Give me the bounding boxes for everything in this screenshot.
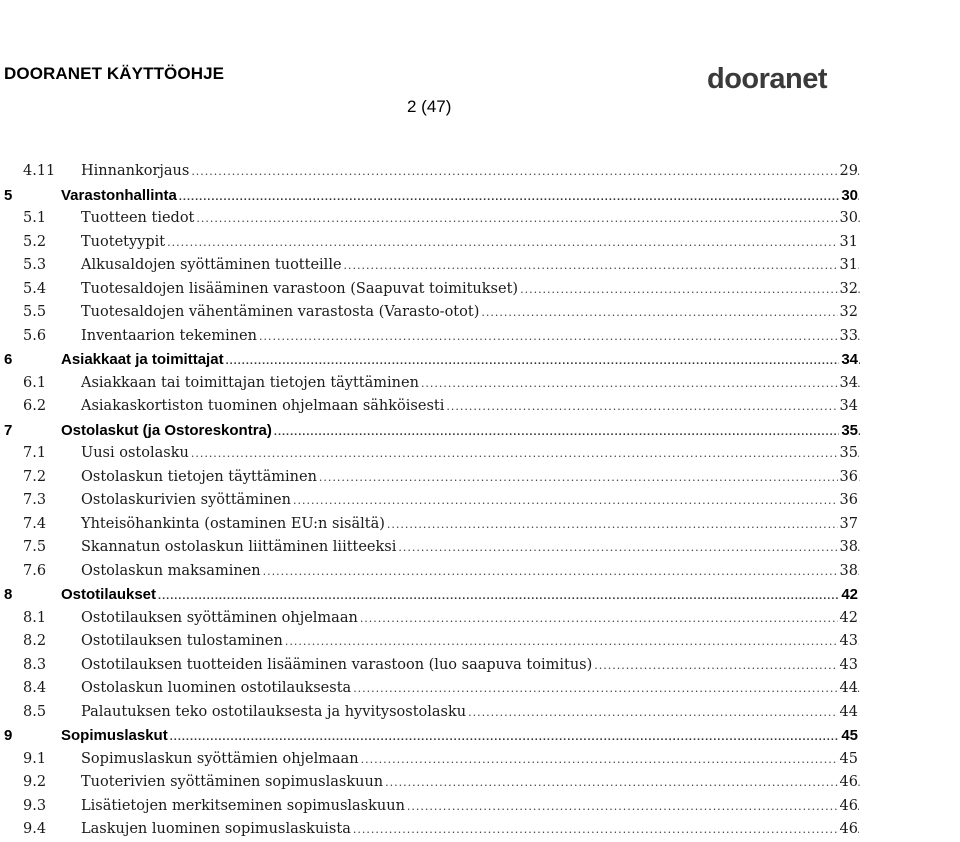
- toc-entry: [81, 536, 860, 560]
- toc-title: Laskujen luominen sopimuslaskuista: [81, 818, 353, 842]
- table-of-contents: [0, 160, 960, 842]
- toc-leader: [226, 350, 860, 374]
- toc-leader: [158, 585, 860, 609]
- toc-leader: [274, 421, 860, 445]
- toc-leader: [319, 466, 860, 490]
- toc-number: 8.5: [23, 703, 47, 720]
- toc-title: Ostolaskurivien syöttäminen: [81, 489, 293, 513]
- toc-entry: [81, 630, 860, 654]
- toc-section[interactable]: [0, 160, 960, 184]
- toc-entry: [81, 325, 860, 349]
- toc-page-number: 44: [838, 677, 858, 701]
- toc-number: 8.2: [23, 633, 47, 649]
- toc-chapter[interactable]: [0, 184, 960, 208]
- toc-chapter[interactable]: [0, 724, 960, 748]
- toc-title: Yhteisöhankinta (ostaminen EU:n sisältä): [81, 513, 387, 537]
- toc-title: Asiakkaat ja toimittajat: [61, 348, 226, 372]
- toc-title: Sopimuslaskut: [61, 724, 170, 748]
- toc-section[interactable]: [0, 207, 960, 231]
- toc-number: 7: [4, 421, 13, 439]
- toc-section[interactable]: [0, 372, 960, 396]
- toc-leader: [446, 395, 860, 419]
- toc-leader: [385, 771, 860, 795]
- toc-page-number: 46: [838, 771, 858, 795]
- toc-leader: [293, 489, 860, 513]
- toc-section[interactable]: [0, 654, 960, 678]
- toc-entry: [81, 771, 860, 795]
- toc-title: Lisätietojen merkitseminen sopimuslaskuun: [81, 795, 407, 819]
- toc-title: Tuotetyypit: [81, 231, 167, 255]
- toc-entry: [81, 466, 860, 490]
- toc-section[interactable]: [0, 278, 960, 302]
- page-indicator: 2 (47): [407, 97, 452, 116]
- toc-title: Asiakkaan tai toimittajan tietojen täyttäminen: [81, 372, 421, 396]
- toc-page-number: 37: [838, 513, 858, 537]
- toc-page-number: 30: [839, 184, 858, 208]
- toc-title: Tuotesaldojen vähentäminen varastosta (Varasto-otot): [81, 301, 481, 325]
- toc-title: Ostotilauksen syöttäminen ohjelmaan: [81, 607, 360, 631]
- toc-number: 8.4: [23, 680, 47, 696]
- toc-page-number: 29: [838, 160, 858, 184]
- toc-section[interactable]: [0, 701, 960, 725]
- toc-section[interactable]: [0, 301, 960, 325]
- toc-leader: [407, 795, 860, 819]
- toc-title: Varastonhallinta: [61, 184, 179, 208]
- toc-section[interactable]: [0, 677, 960, 701]
- toc-number: 5.3: [23, 257, 47, 273]
- toc-number: 8.1: [23, 609, 47, 626]
- toc-number: 5.2: [23, 233, 47, 250]
- toc-section[interactable]: [0, 489, 960, 513]
- toc-page-number: 35: [838, 442, 858, 466]
- toc-entry: [61, 348, 860, 374]
- toc-leader: [179, 186, 860, 210]
- toc-title: Inventaarion tekeminen: [81, 325, 259, 349]
- toc-page-number: 43: [838, 630, 858, 654]
- toc-page-number: 43: [838, 654, 858, 678]
- toc-leader: [520, 278, 860, 302]
- toc-leader: [361, 748, 860, 772]
- toc-leader: [353, 677, 860, 701]
- toc-chapter[interactable]: [0, 419, 960, 443]
- toc-entry: [81, 301, 860, 325]
- toc-section[interactable]: [0, 513, 960, 537]
- toc-title: Ostotilauksen tulostaminen: [81, 630, 285, 654]
- toc-section[interactable]: [0, 325, 960, 349]
- toc-page-number: 36: [838, 466, 858, 490]
- toc-page-number: 45: [839, 724, 858, 748]
- toc-chapter[interactable]: [0, 348, 960, 372]
- toc-title: Sopimuslaskun syöttämien ohjelmaan: [81, 748, 361, 772]
- toc-entry: [61, 724, 860, 750]
- toc-number: 9.2: [23, 774, 47, 790]
- toc-entry: [81, 489, 860, 513]
- toc-leader: [170, 726, 860, 750]
- toc-title: Ostolaskut (ja Ostoreskontra): [61, 419, 274, 443]
- toc-title: Alkusaldojen syöttäminen tuotteille: [81, 254, 344, 278]
- toc-entry: [81, 207, 860, 231]
- toc-page-number: 36: [838, 489, 858, 513]
- toc-section[interactable]: [0, 254, 960, 278]
- toc-title: Ostolaskun maksaminen: [81, 560, 263, 584]
- toc-leader: [191, 160, 860, 184]
- toc-page-number: 32: [838, 278, 858, 302]
- toc-page-number: 44: [838, 701, 858, 725]
- toc-number: 7.2: [23, 468, 47, 485]
- toc-leader: [259, 325, 860, 349]
- toc-number: 7.3: [23, 492, 47, 508]
- toc-section[interactable]: [0, 466, 960, 490]
- toc-entry: [81, 254, 860, 278]
- toc-entry: [81, 372, 860, 396]
- toc-leader: [285, 630, 860, 654]
- toc-leader: [468, 701, 860, 725]
- toc-entry: [81, 795, 860, 819]
- toc-section[interactable]: [0, 560, 960, 584]
- toc-entry: [81, 231, 860, 255]
- toc-leader: [360, 607, 860, 631]
- toc-page-number: 34: [839, 348, 858, 372]
- toc-number: 6: [4, 351, 13, 368]
- toc-entry: [81, 560, 860, 584]
- toc-title: Asiakaskortiston tuominen ohjelmaan sähköisesti: [81, 395, 446, 419]
- toc-leader: [196, 207, 860, 231]
- toc-leader: [421, 372, 860, 396]
- toc-number: 9.4: [23, 821, 47, 837]
- toc-leader: [353, 818, 860, 842]
- toc-entry: [81, 395, 860, 419]
- toc-entry: [81, 278, 860, 302]
- toc-section[interactable]: [0, 395, 960, 419]
- toc-title: Palautuksen teko ostotilauksesta ja hyvitysostolasku: [81, 701, 468, 725]
- toc-title: Tuotesaldojen lisääminen varastoon (Saapuvat toimitukset): [81, 278, 520, 302]
- toc-leader: [594, 654, 860, 678]
- toc-page-number: 45: [838, 748, 858, 772]
- toc-entry: [81, 654, 860, 678]
- toc-page-number: 31: [838, 254, 858, 278]
- toc-page-number: 30: [838, 207, 858, 231]
- toc-title: Ostotilaukset: [61, 583, 158, 607]
- toc-leader: [387, 513, 860, 537]
- toc-leader: [263, 560, 860, 584]
- toc-number: 7.1: [23, 445, 47, 461]
- toc-section[interactable]: [0, 231, 960, 255]
- toc-number: 5: [4, 186, 13, 204]
- toc-title: Tuotteen tiedot: [81, 207, 196, 231]
- toc-entry: [81, 818, 860, 842]
- toc-number: 4.11: [23, 163, 56, 179]
- toc-section[interactable]: [0, 771, 960, 795]
- toc-entry: [81, 513, 860, 537]
- toc-number: 5.4: [23, 280, 47, 297]
- toc-number: 8.3: [23, 656, 47, 673]
- toc-number: 8: [4, 586, 13, 603]
- toc-number: 7.6: [23, 562, 47, 579]
- toc-number: 9.3: [23, 797, 47, 814]
- toc-section[interactable]: [0, 607, 960, 631]
- toc-number: 7.4: [23, 515, 47, 532]
- toc-entry: [81, 160, 860, 184]
- toc-section[interactable]: [0, 442, 960, 466]
- toc-section[interactable]: [0, 630, 960, 654]
- toc-entry: [81, 748, 860, 772]
- toc-page-number: 42: [839, 583, 858, 607]
- toc-title: Skannatun ostolaskun liittäminen liitteeksi: [81, 536, 398, 560]
- toc-page-number: 42: [838, 607, 858, 631]
- toc-page-number: 38: [838, 560, 858, 584]
- toc-leader: [344, 254, 860, 278]
- toc-leader: [398, 536, 860, 560]
- toc-page-number: 33: [838, 325, 858, 349]
- toc-page-number: 31: [838, 231, 858, 255]
- toc-entry: [81, 677, 860, 701]
- toc-title: Ostolaskun luominen ostotilauksesta: [81, 677, 353, 701]
- toc-page-number: 34: [838, 372, 858, 396]
- toc-chapter[interactable]: [0, 583, 960, 607]
- toc-page-number: 34: [838, 395, 858, 419]
- dooranet-logo: [707, 60, 861, 96]
- toc-entry: [61, 419, 860, 445]
- document-title: DOORANET KÄYTTÖOHJE: [4, 64, 225, 83]
- toc-number: 6.1: [23, 374, 47, 391]
- toc-title: Uusi ostolasku: [81, 442, 191, 466]
- toc-number: 7.5: [23, 539, 47, 555]
- toc-title: Ostotilauksen tuotteiden lisääminen varastoon (luo saapuva toimitus): [81, 654, 594, 678]
- toc-entry: [81, 607, 860, 631]
- toc-entry: [81, 442, 860, 466]
- toc-number: 6.2: [23, 398, 47, 414]
- toc-page-number: 32: [838, 301, 858, 325]
- toc-title: Hinnankorjaus: [81, 160, 191, 184]
- toc-section[interactable]: [0, 795, 960, 819]
- toc-number: 5.6: [23, 327, 47, 344]
- toc-number: 5.5: [23, 304, 47, 320]
- toc-title: Tuoterivien syöttäminen sopimuslaskuun: [81, 771, 385, 795]
- toc-section[interactable]: [0, 818, 960, 842]
- toc-page-number: 35: [839, 419, 858, 443]
- toc-number: 9.1: [23, 750, 47, 767]
- toc-page-number: 38: [838, 536, 858, 560]
- toc-number: 9: [4, 727, 13, 744]
- toc-entry: [61, 583, 860, 609]
- toc-entry: [61, 184, 860, 210]
- toc-title: Ostolaskun tietojen täyttäminen: [81, 466, 319, 490]
- logo-text: dooranet: [707, 63, 828, 95]
- toc-page-number: 46: [838, 818, 858, 842]
- toc-entry: [81, 701, 860, 725]
- toc-page-number: 46: [838, 795, 858, 819]
- toc-leader: [481, 301, 860, 325]
- toc-leader: [167, 231, 860, 255]
- toc-section[interactable]: [0, 748, 960, 772]
- toc-section[interactable]: [0, 536, 960, 560]
- toc-number: 5.1: [23, 210, 47, 226]
- toc-leader: [191, 442, 860, 466]
